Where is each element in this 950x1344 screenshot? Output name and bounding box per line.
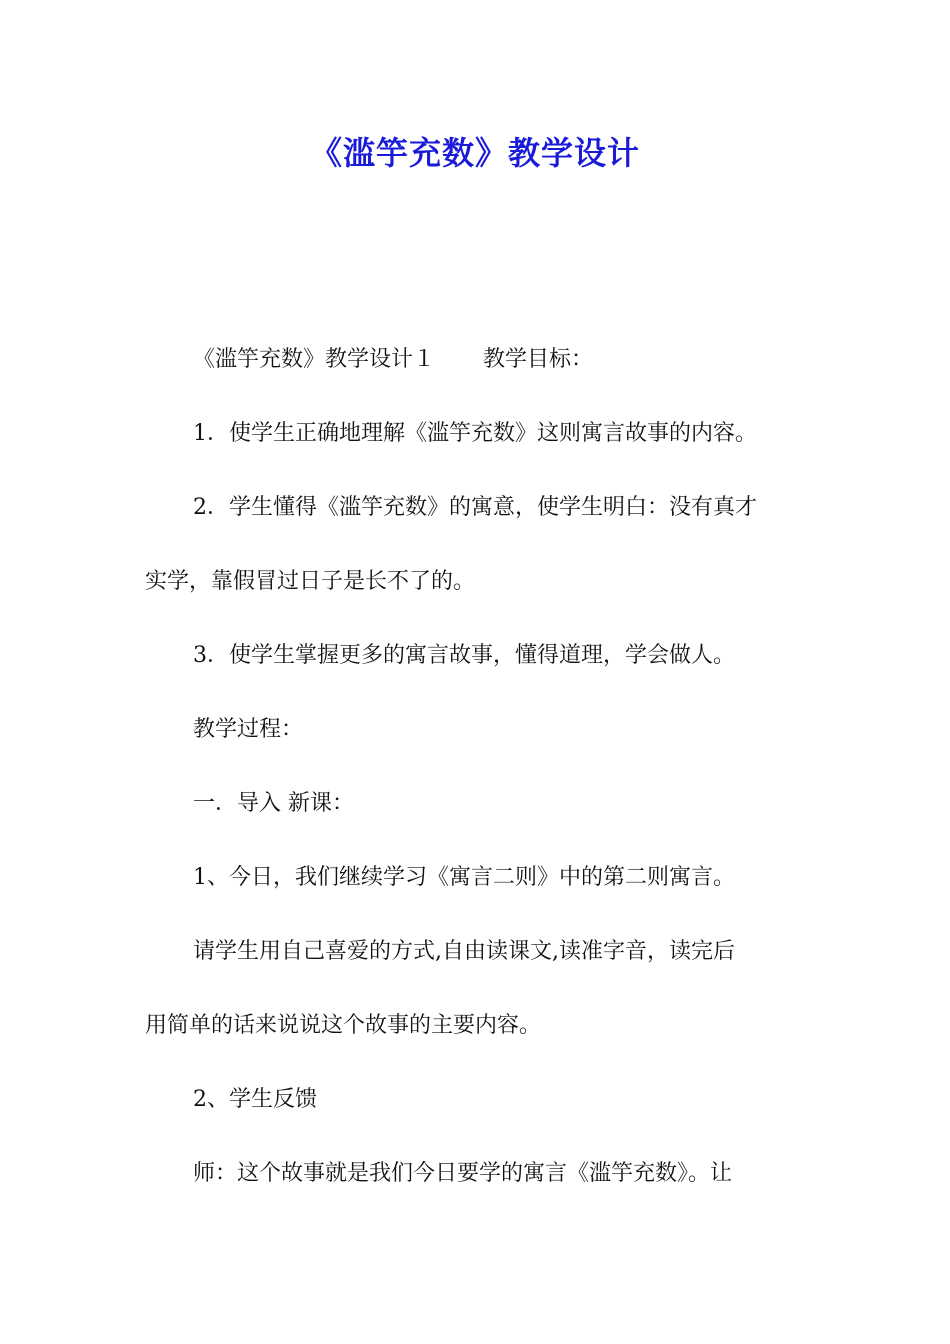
paragraph-line: 一．导入 新课： — [193, 791, 354, 816]
document-body — [145, 338, 810, 1226]
objectives-label: 教学目标： — [483, 347, 594, 372]
document-title: 《滥竽充数》教学设计 — [309, 134, 640, 172]
paragraph-line: 1．使学生正确地理解《滥竽充数》这则寓言故事的内容。 — [193, 421, 757, 446]
paragraph-line: 实学，靠假冒过日子是长不了的。 — [145, 569, 476, 594]
section-heading: 《滥竽充数》教学设计１ — [193, 347, 436, 372]
paragraph-line: 3．使学生掌握更多的寓言故事，懂得道理，学会做人。 — [193, 643, 735, 668]
paragraph-line: 2．学生懂得《滥竽充数》的寓意，使学生明白：没有真才 — [193, 495, 757, 520]
paragraph-line: 请学生用自己喜爱的方式,自由读课文,读准字音，读完后 — [193, 939, 735, 964]
paragraph-line: 1、今日，我们继续学习《寓言二则》中的第二则寓言。 — [193, 865, 735, 890]
paragraph-line: 2、学生反馈 — [193, 1087, 317, 1112]
paragraph-line: 教学过程： — [193, 717, 304, 742]
paragraph-line — [145, 338, 810, 412]
paragraph-line: 用简单的话来说说这个故事的主要内容。 — [145, 1013, 542, 1038]
paragraph-line: 师：这个故事就是我们今日要学的寓言《滥竽充数》。让 — [193, 1161, 733, 1186]
